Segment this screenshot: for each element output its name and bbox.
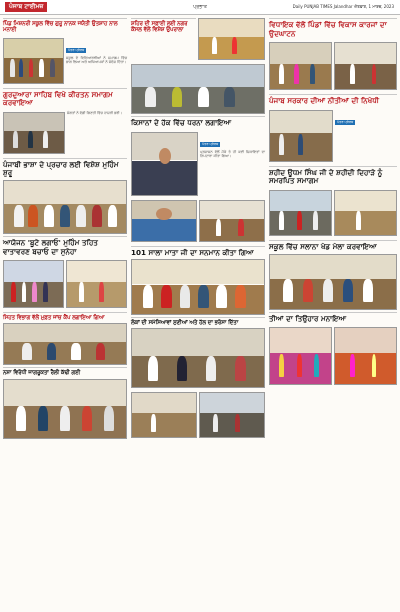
news-photo xyxy=(269,110,333,162)
headline: ਕਿਸਾਨਾਂ ਦੇ ਹੱਕ ਵਿੱਚ ਧਰਨਾ ਲਗਾਇਆ xyxy=(131,116,265,128)
news-photo xyxy=(131,328,265,388)
column-3 xyxy=(269,16,397,610)
masthead-dateline: Daily PUNJAB TIMES Jalandhar ਐਤਵਾਰ, 1 ਮਾਰਚ, 2023 xyxy=(292,4,394,9)
headline: ਪਿੰਡ ਮਿਸ਼ਨਰੀ ਸਕੂਲ ਵਿੱਚ ਗੁਰੂ ਨਾਨਕ ਜਯੰਤੀ ਉਤਸ਼ਾਹ ਨਾਲ ਮਨਾਈ xyxy=(3,18,127,34)
headline: ਪੰਜਾਬੀ ਭਾਸ਼ਾ ਦੇ ਪ੍ਰਚਾਰ ਲਈ ਵਿਸ਼ੇਸ਼ ਮੁਹਿੰਮ ਸ਼ੁਰੂ xyxy=(3,158,127,178)
news-photo xyxy=(199,392,265,438)
news-photo xyxy=(198,18,265,60)
news-photo xyxy=(131,259,265,315)
headline: ਵਿਧਾਇਕ ਵੱਲੋਂ ਪਿੰਡਾਂ ਵਿੱਚ ਵਿਕਾਸ ਕਾਰਜਾਂ ਦਾ ਉਦਘਾਟਨ xyxy=(269,18,397,38)
byline: ਪੱਤਰ ਪ੍ਰੇਰਕ xyxy=(202,141,219,146)
headline: ਨਸ਼ਾ ਵਿਰੋਧੀ ਜਾਗਰੂਕਤਾ ਰੈਲੀ ਕੱਢੀ ਗਈ xyxy=(3,367,127,376)
headline: ਗੁਰਦੁਆਰਾ ਸਾਹਿਬ ਵਿਖੇ ਕੀਰਤਨ ਸਮਾਗਮ ਕਰਵਾਇਆ xyxy=(3,88,127,108)
headline: ਸਕੂਲ ਵਿੱਚ ਸਲਾਨਾ ਖੇਡ ਮੇਲਾ ਕਰਵਾਇਆ xyxy=(269,240,397,252)
headline: ਪੰਜਾਬ ਸਰਕਾਰ ਦੀਆਂ ਨੀਤੀਆਂ ਦੀ ਨਿਖੇਧੀ xyxy=(269,94,397,106)
news-photo xyxy=(3,112,65,154)
article-text: ਪ੍ਰਸ਼ਾਸਨ ਵੱਲੋਂ ਮੌਕੇ ਤੇ ਹੀ ਕਈ ਸ਼ਿਕਾਇਤਾਂ ਦਾ ਨਿਪਟਾਰਾ ਕੀਤਾ ਗਿਆ। xyxy=(200,149,265,159)
headline: ਤੀਆਂ ਦਾ ਤਿਉਹਾਰ ਮਨਾਇਆ xyxy=(269,312,397,324)
news-photo xyxy=(3,260,64,308)
masthead-center: ਪ੍ਰਭਾਤ xyxy=(192,4,208,10)
section-title: ਪੰਜਾਬ ਟਾਈਮਜ਼ xyxy=(5,2,47,12)
news-photo xyxy=(334,42,397,90)
portrait-photo xyxy=(131,200,197,242)
headline: ਸ਼ਹਿਰ ਦੀ ਸਫ਼ਾਈ ਲਈ ਨਗਰ ਕੌਂਸਲ ਵੱਲੋਂ ਵਿਸ਼ੇਸ਼ ਉਪਰਾਲਾ xyxy=(131,18,196,34)
byline: ਪੱਤਰ ਪ੍ਰੇਰਕ xyxy=(337,119,354,124)
column-2 xyxy=(131,16,265,610)
news-photo xyxy=(3,38,64,84)
news-photo xyxy=(3,180,127,234)
byline: ਪੱਤਰ ਪ੍ਰੇਰਕ xyxy=(68,47,85,52)
masthead xyxy=(0,0,400,15)
headline: ਲੋਕਾਂ ਦੀ ਸਮੱਸਿਆਵਾਂ ਸੁਣੀਆਂ ਅਤੇ ਹੱਲ ਦਾ ਭਰੋਸਾ ਦਿੱਤਾ xyxy=(131,317,265,326)
news-photo xyxy=(269,254,397,310)
news-photo xyxy=(269,42,332,90)
column-1 xyxy=(3,16,127,610)
article-text: ਸਕੂਲ ਦੇ ਵਿਦਿਆਰਥੀਆਂ ਨੇ ਸਮਾਗਮ ਵਿੱਚ ਭਾਗ ਲਿਆ ਅਤੇ ਅਧਿਆਪਕਾਂ ਨੇ ਸੰਦੇਸ਼ ਦਿੱਤਾ। xyxy=(66,55,127,65)
news-photo xyxy=(269,327,332,385)
news-photo xyxy=(334,327,397,385)
portrait-photo xyxy=(131,132,198,196)
headline: ਸ਼ਹੀਦ ਊਧਮ ਸਿੰਘ ਜੀ ਦੇ ਸ਼ਹੀਦੀ ਦਿਹਾੜੇ ਨੂੰ ਸਮਰਪਿਤ ਸਮਾਗਮ xyxy=(269,166,397,186)
news-photo xyxy=(3,379,127,439)
headline: 101 ਸਾਲਾ ਮਾਤਾ ਜੀ ਦਾ ਸਨਮਾਨ ਕੀਤਾ ਗਿਆ xyxy=(131,246,265,258)
headline: ਆਯੋਜਨ 'ਬੂਟੇ ਲਗਾਓ' ਮੁਹਿੰਮ ਤਹਿਤ ਵਾਤਾਵਰਣ ਬਚਾਓ ਦਾ ਸੁਨੇਹਾ xyxy=(3,236,127,256)
article-text: ਸੰਗਤਾਂ ਨੇ ਵੱਡੀ ਗਿਣਤੀ ਵਿੱਚ ਹਾਜ਼ਰੀ ਭਰੀ। xyxy=(67,110,123,115)
headline: ਸਿਹਤ ਵਿਭਾਗ ਵੱਲੋਂ ਮੁਫ਼ਤ ਜਾਂਚ ਕੈਂਪ ਲਗਾਇਆ ਗਿਆ xyxy=(3,312,127,321)
news-photo xyxy=(131,392,197,438)
news-photo xyxy=(131,64,265,114)
news-photo xyxy=(3,323,127,365)
news-photo xyxy=(269,190,332,236)
news-photo xyxy=(334,190,397,236)
news-photo xyxy=(66,260,127,308)
news-photo xyxy=(199,200,265,242)
